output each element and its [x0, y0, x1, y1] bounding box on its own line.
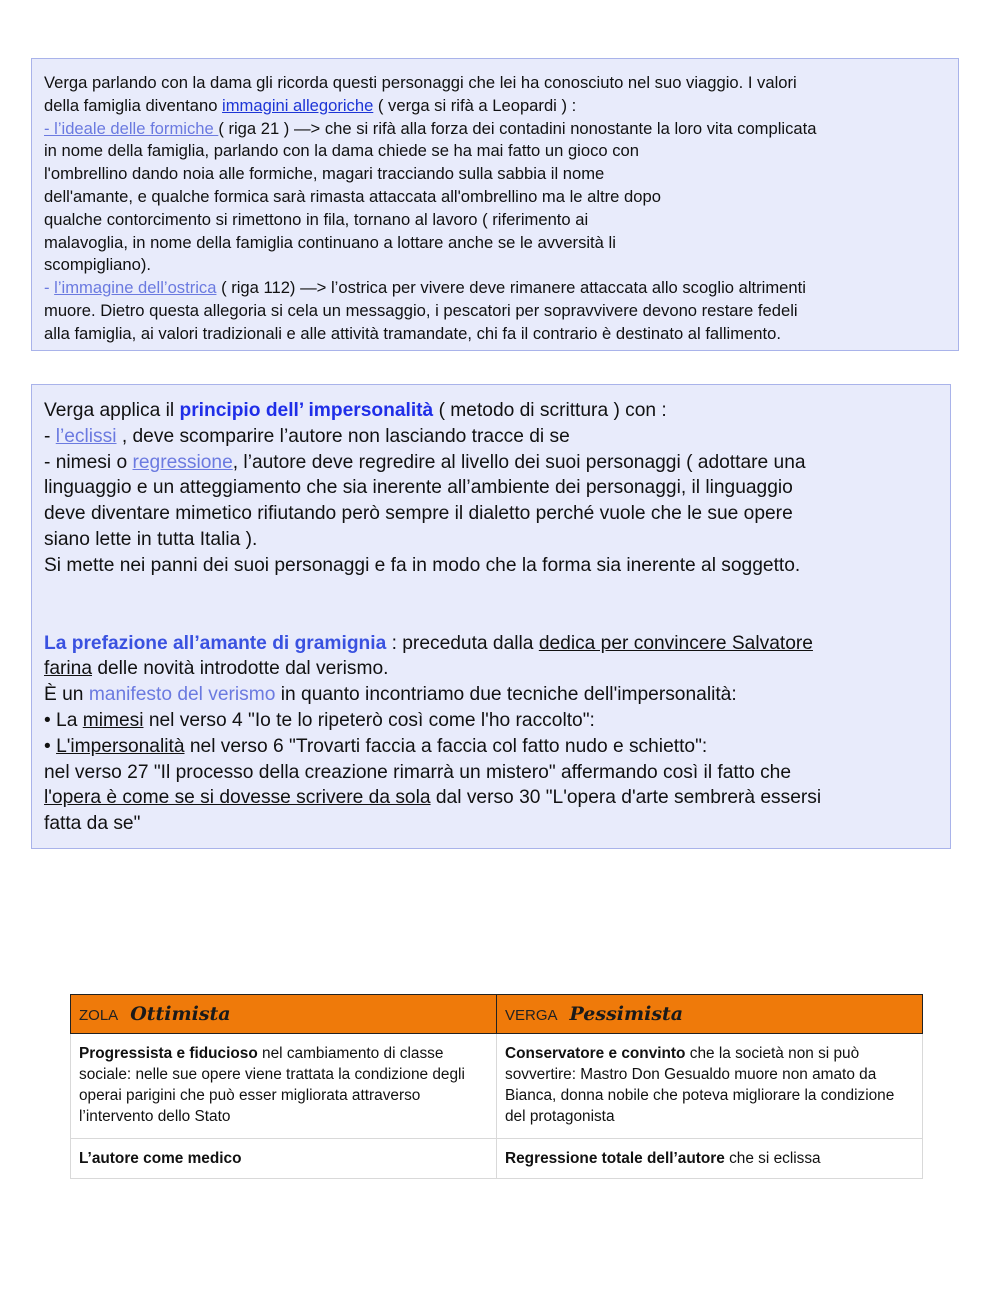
handwritten-label: Ottimista: [130, 1003, 231, 1025]
header-zola: ZOLA Ottimista: [71, 995, 497, 1034]
text-line: nel verso 27 "Il processo della creazione rimarrà un mistero" affermando così il fatto che: [44, 761, 792, 783]
text-line: La prefazione all’amante di gramignia : preceduta dalla dedica per convincere Salvatore: [44, 632, 813, 654]
text-line: in nome della famiglia, parlando con la dama chiede se ha mai fatto un gioco con: [44, 141, 639, 161]
table-row: [71, 1034, 923, 1139]
table-row: [71, 1139, 923, 1179]
text-line: scompigliano).: [44, 255, 151, 275]
link-regressione[interactable]: regressione: [132, 451, 233, 473]
text-line: farina delle novità introdotte dal verismo.: [44, 658, 389, 680]
note-box-impersonalita: [31, 384, 951, 849]
text-line: l'opera è come se si dovesse scrivere da sola dal verso 30 "L'opera d'arte sembrerà essersi: [44, 787, 822, 809]
text-line: alla famiglia, ai valori tradizionali e alle attività tramandate, chi fa il contrario è destinato al fallimento.: [44, 323, 781, 343]
text-line: • L'impersonalità nel verso 6 "Trovarti faccia a faccia col fatto nudo e schietto":: [44, 735, 708, 757]
comparison-table: [70, 994, 923, 1179]
link-immagini-allegoriche[interactable]: immagini allegoriche: [222, 95, 374, 115]
text-line: Verga applica il principio dell’ impersonalità ( metodo di scrittura ) con :: [44, 400, 667, 421]
text-line: dell'amante, e qualche formica sarà rimasta attaccata all'ombrellino ma le altre dopo: [44, 186, 661, 206]
table-cell: L’autore come medico: [71, 1139, 497, 1179]
text-line: Si mette nei panni dei suoi personaggi e fa in modo che la forma sia inerente al soggetto.: [44, 554, 801, 576]
text-line: • La mimesi nel verso 4 "Io te lo ripeterò così come l'ho raccolto":: [44, 709, 595, 731]
text-line: malavoglia, in nome della famiglia continuano a lottare anche se le avversità li: [44, 232, 616, 252]
heading-prefazione: La prefazione all’amante di gramignia: [44, 632, 387, 654]
text-line: - l’ideale delle formiche ( riga 21 ) —> che si rifà alla forza dei contadini nonostante la loro vita complicata: [44, 118, 817, 138]
text-line: linguaggio e un atteggiamento che sia inerente all’ambiente dei personaggi, il linguaggio: [44, 477, 793, 499]
keyword-principio-impersonalita: principio dell’ impersonalità: [179, 400, 434, 421]
text-line: - nimesi o regressione, l’autore deve regredire al livello dei suoi personaggi ( adottare una: [44, 451, 806, 473]
header-verga: VERGA Pessimista: [497, 995, 923, 1034]
text-line: muore. Dietro questa allegoria si cela un messaggio, i pescatori per sopravvivere devono restare fedeli: [44, 300, 798, 320]
link-immagine-ostrica[interactable]: l’immagine dell’ostrica: [54, 278, 217, 298]
text-line: siano lette in tutta Italia ).: [44, 528, 258, 550]
note-box-allegorie: [31, 58, 959, 351]
table-cell: Regressione totale dell’autore che si eclissa: [497, 1139, 923, 1179]
text-line: fatta da se": [44, 813, 141, 835]
text-line: deve diventare mimetico rifiutando però sempre il dialetto perché vuole che le sue opere: [44, 503, 793, 525]
text-line: della famiglia diventano immagini allegoriche ( verga si rifà a Leopardi ) :: [44, 95, 577, 115]
table-cell: Progressista e fiducioso nel cambiamento di classe sociale: nelle sue opere viene trattata la condizione degli operai parigini che può esser migliorata attraverso l’intervento dello Stato: [71, 1034, 497, 1139]
text-line: È un manifesto del verismo in quanto incontriamo due tecniche dell'impersonalità:: [44, 684, 737, 706]
table-cell: Conservatore e convinto che la società non si può sovvertire: Mastro Don Gesualdo muore non amato da Bianca, donna nobile che poteva migliorare la condizione del protagonista: [497, 1034, 923, 1139]
text-line: l'ombrellino dando noia alle formiche, magari tracciando sulla sabbia il nome: [44, 164, 605, 184]
text-line: Verga parlando con la dama gli ricorda questi personaggi che lei ha conosciuto nel suo viaggio. I valori: [44, 73, 797, 92]
text-line: - l’immagine dell’ostrica ( riga 112) —> l’ostrica per vivere deve rimanere attaccata allo scoglio altrimenti: [44, 278, 806, 298]
handwritten-label: Pessimista: [569, 1003, 684, 1025]
text-line: - l’eclissi , deve scomparire l’autore non lasciando tracce di se: [44, 425, 570, 447]
keyword-manifesto-verismo: manifesto del verismo: [88, 684, 276, 706]
text-line: qualche contorcimento si rimettono in fila, tornano al lavoro ( riferimento ai: [44, 209, 589, 229]
table-header-row: [71, 995, 923, 1034]
link-ideale-formiche[interactable]: - l’ideale delle formiche: [44, 118, 219, 138]
link-eclissi[interactable]: l’eclissi: [55, 425, 117, 447]
